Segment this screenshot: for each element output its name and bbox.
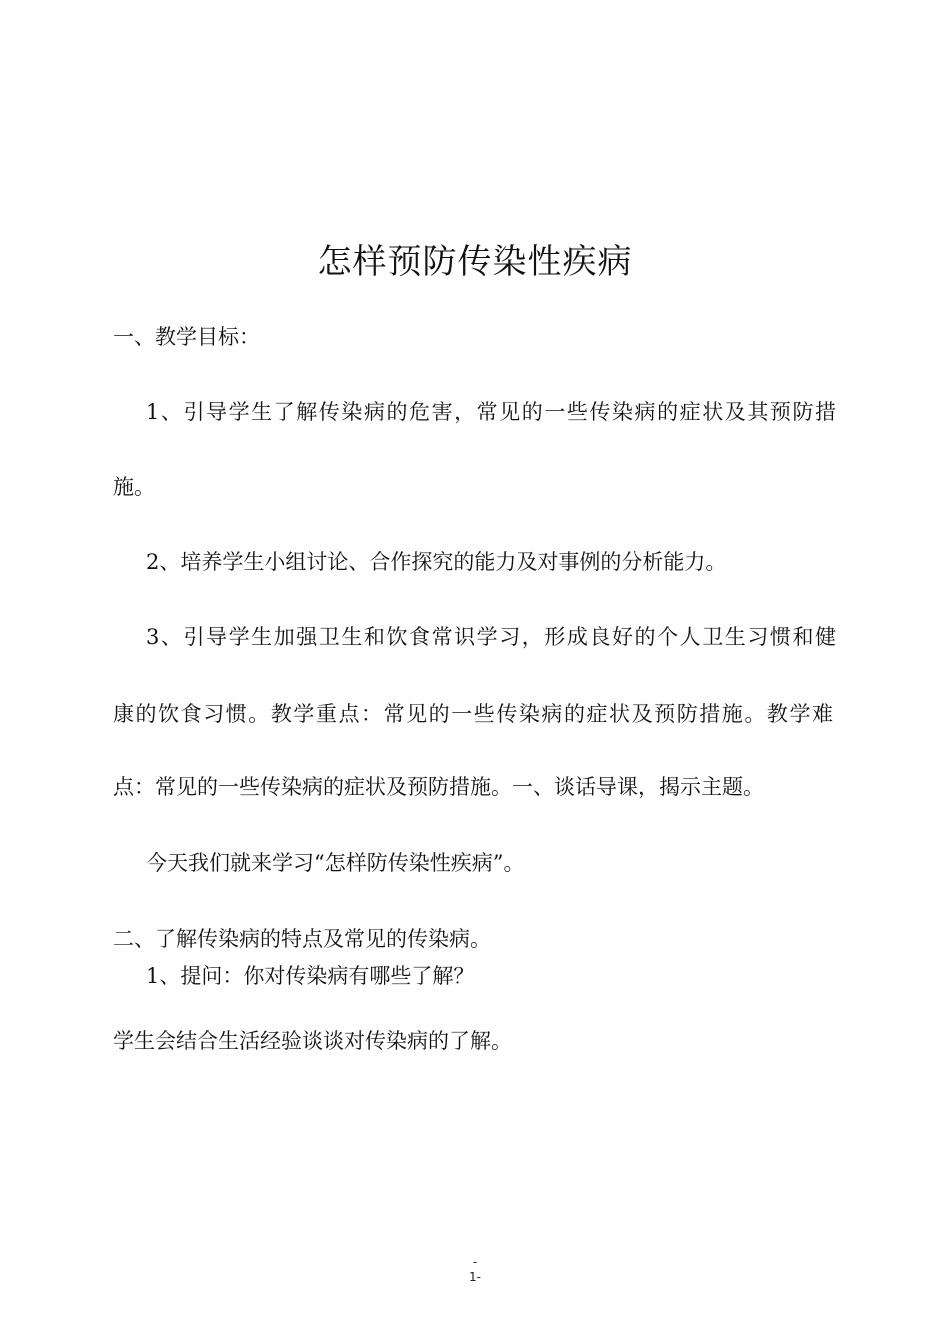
paragraph-line: 今天我们就来学习“怎样防传染性疾病”。 xyxy=(146,851,525,875)
paragraph-line: 点：常见的一些传染病的症状及预防措施。一、谈话导课，揭示主题。 xyxy=(113,775,764,799)
paragraph-line: 施。 xyxy=(113,475,155,499)
paragraph-line: 3、引导学生加强卫生和饮食常识学习，形成良好的个人卫生习惯和健 xyxy=(146,625,836,649)
paragraph-line: 康的饮食习惯。教学重点：常见的一些传染病的症状及预防措施。教学难 xyxy=(113,702,833,726)
page-number: 1- xyxy=(469,1270,481,1284)
paragraph-line: 学生会结合生活经验谈谈对传染病的了解。 xyxy=(113,1029,512,1053)
paragraph-line: 2、培养学生小组讨论、合作探究的能力及对事例的分析能力。 xyxy=(146,550,727,574)
section-heading-understanding: 二、了解传染病的特点及常见的传染病。 xyxy=(113,927,491,951)
paragraph-line: 1、提问：你对传染病有哪些了解？ xyxy=(146,964,475,988)
section-heading-objectives: 一、教学目标： xyxy=(113,325,260,349)
footer-dash: - xyxy=(472,1255,478,1269)
paragraph-line: 1、引导学生了解传染病的危害，常见的一些传染病的症状及其预防措 xyxy=(146,400,836,424)
document-title: 怎样预防传染性疾病 xyxy=(317,242,633,282)
